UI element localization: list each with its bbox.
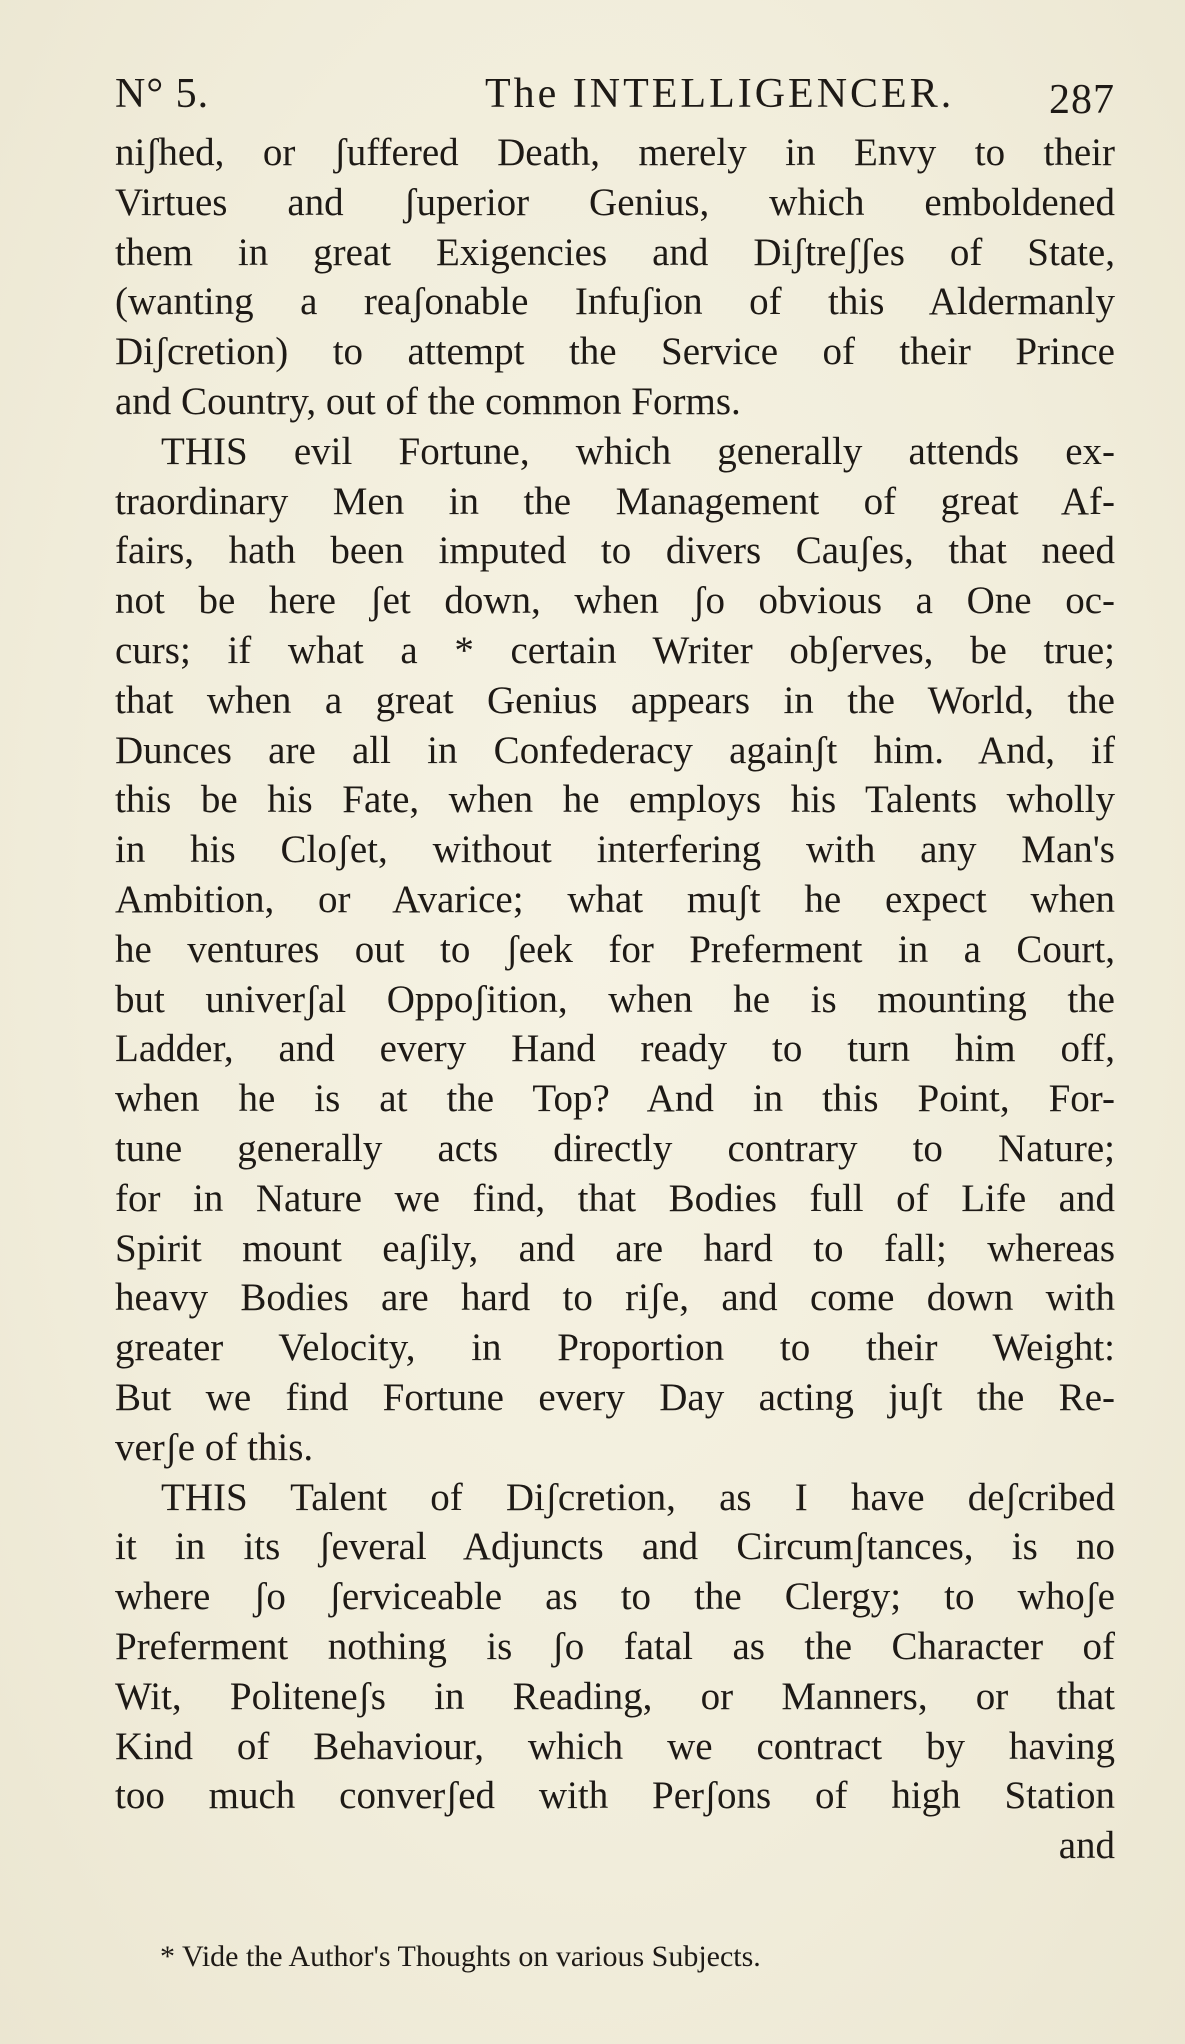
text-line: this be his Fate, when he employs his Talents wholly [115,778,1115,822]
text-line: but univerʃal Oppoʃition, when he is mounting the [115,977,1115,1021]
text-line: fairs, hath been imputed to divers Cauʃes, that need [115,529,1115,573]
text-line: that when a great Genius appears in the World, the [115,678,1115,722]
text-line: Kind of Behaviour, which we contract by having [115,1724,1115,1768]
text-line: Ladder, and every Hand ready to turn him off, [115,1027,1115,1071]
text-line: and Country, out of the common Forms. [115,379,741,423]
text-line: verʃe of this. [115,1425,314,1469]
text-line: them in great Exigencies and Diʃtreʃʃes of State, [115,230,1115,274]
text-line: greater Velocity, in Proportion to their Weight: [115,1326,1115,1370]
text-line: not be here ʃet down, when ʃo obvious a One oc- [115,579,1115,623]
text-line: where ʃo ʃerviceable as to the Clergy; to whoʃe [115,1575,1115,1619]
text-line: Dunces are all in Confederacy againʃt him. And, if [115,728,1115,772]
running-title: The INTELLIGENCER. [485,71,955,117]
text-line: when he is at the Top? And in this Point, For- [115,1077,1115,1121]
body-text [115,128,1115,1871]
page-number: 287 [1049,77,1115,123]
issue-number: N° 5. [115,71,210,117]
text-line: Virtues and ʃuperior Genius, which emboldened [115,180,1115,224]
text-line: he ventures out to ʃeek for Preferment in a Court, [115,927,1115,971]
paragraph-start: THIS evil Fortune, which generally attends ex- [161,429,1115,473]
text-line: niʃhed, or ʃuffered Death, merely in Envy to their [115,131,1115,174]
text-line: Wit, Politeneʃs in Reading, or Manners, or that [115,1674,1115,1718]
text-line: too much converʃed with Perʃons of high Station [115,1774,1115,1818]
text-line: heavy Bodies are hard to riʃe, and come down with [115,1276,1115,1320]
text-line: Preferment nothing is ʃo fatal as the Character of [115,1624,1115,1668]
text-line: for in Nature we find, that Bodies full of Life and [115,1176,1115,1220]
text-line: it in its ʃeveral Adjuncts and Circumʃtances, is no [115,1525,1115,1569]
catchword: and [1058,1824,1115,1868]
paragraph-start: THIS Talent of Diʃcretion, as I have deʃcribed [161,1475,1115,1519]
text-line: Spirit mount eaʃily, and are hard to fall; whereas [115,1226,1115,1270]
text-line: Ambition, or Avarice; what muʃt he expect when [115,877,1115,921]
text-line: Diʃcretion) to attempt the Service of their Prince [115,330,1115,374]
text-line: But we find Fortune every Day acting juʃt the Re- [115,1375,1115,1419]
text-line: curs; if what a * certain Writer obʃerves, be true; [115,628,1115,672]
running-header [115,62,1115,132]
footnote: * Vide the Author's Thoughts on various Subjects. [160,1940,761,1973]
text-line: in his Cloʃet, without interfering with any Man's [115,828,1115,872]
text-line: tune generally acts directly contrary to Nature; [115,1126,1115,1170]
text-line: (wanting a reaʃonable Infuʃion of this Aldermanly [115,280,1115,324]
text-line: traordinary Men in the Management of great Af- [115,479,1115,523]
